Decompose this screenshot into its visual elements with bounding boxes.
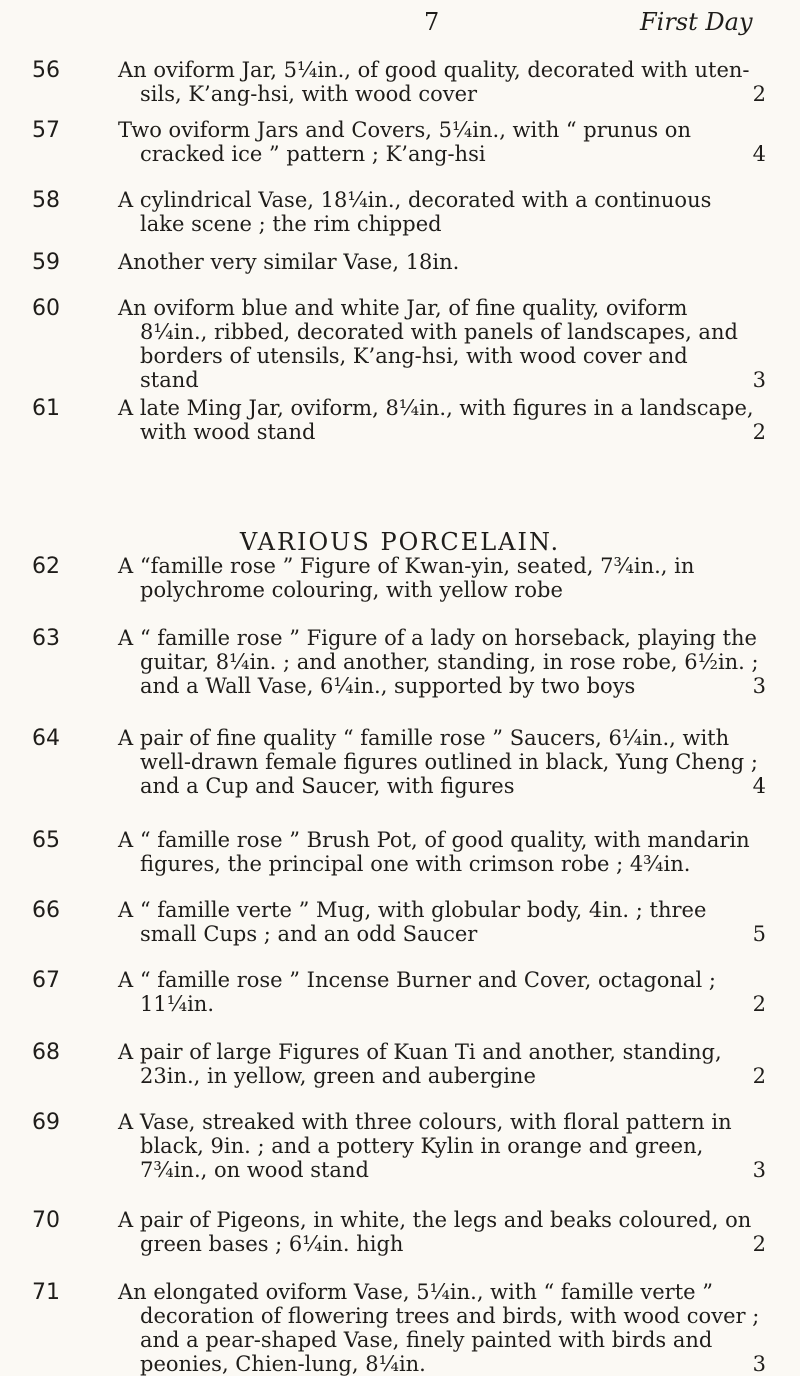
lot-number: 64 (32, 726, 60, 751)
lot-description (118, 726, 766, 798)
lot-number: 59 (32, 250, 60, 275)
section-heading: VARIOUS PORCELAIN. (239, 528, 561, 556)
lot-description-line: A “ famille rose ” Figure of a lady on horseback, playing the (118, 626, 757, 650)
lot-description-line: green bases ; 6¼in. high (140, 1232, 404, 1256)
lot-description-line: figures, the principal one with crimson robe ; 4¾in. (140, 852, 691, 876)
lot-description (118, 554, 766, 602)
lot-number: 67 (32, 968, 60, 993)
lot-description (118, 296, 766, 392)
lot-description-line: decoration of flowering trees and birds, with wood cover ; (140, 1304, 760, 1328)
lot-quantity: 2 (752, 1064, 766, 1088)
lot-description-line: guitar, 8¼in. ; and another, standing, in rose robe, 6½in. ; (140, 650, 759, 674)
lot-number: 56 (32, 58, 60, 83)
lot-quantity: 2 (752, 420, 766, 444)
lot-description-line: A late Ming Jar, oviform, 8¼in., with figures in a landscape, (118, 396, 754, 420)
lot-number: 66 (32, 898, 60, 923)
lot-description-line: A Vase, streaked with three colours, with floral pattern in (118, 1110, 732, 1134)
lot-number: 69 (32, 1110, 60, 1135)
lot-description-line: 7¾in., on wood stand (140, 1158, 369, 1182)
lot-description (118, 898, 766, 946)
lot-description-line: small Cups ; and an odd Saucer (140, 922, 478, 946)
lot-number: 60 (32, 296, 60, 321)
running-title: First Day (640, 8, 753, 36)
lot-description-line: black, 9in. ; and a pottery Kylin in orange and green, (140, 1134, 704, 1158)
lot-description (118, 58, 766, 106)
lot-number: 68 (32, 1040, 60, 1065)
lot-description-line: borders of utensils, K’ang-hsi, with wood cover and (140, 344, 688, 368)
lot-number: 63 (32, 626, 60, 651)
lot-description-line: sils, K’ang-hsi, with wood cover (140, 82, 478, 106)
lot-description-line: A cylindrical Vase, 18¼in., decorated with a continuous (118, 188, 712, 212)
lot-description-line: peonies, Chien-lung, 8¼in. (140, 1352, 426, 1376)
lot-description-line: An oviform Jar, 5¼in., of good quality, decorated with uten- (118, 58, 750, 82)
page-header (0, 8, 800, 38)
lot-description-line: 23in., in yellow, green and aubergine (140, 1064, 536, 1088)
lot-number: 65 (32, 828, 60, 853)
lot-description-line: and a pear-shaped Vase, finely painted with birds and (140, 1328, 713, 1352)
lot-number: 70 (32, 1208, 60, 1233)
lot-description-line: An oviform blue and white Jar, of fine quality, oviform (118, 296, 688, 320)
lot-quantity: 3 (752, 368, 766, 392)
lot-description (118, 1040, 766, 1088)
lot-description (118, 626, 766, 698)
lot-number: 71 (32, 1280, 60, 1305)
lot-description (118, 118, 766, 166)
lot-description (118, 828, 766, 876)
lot-quantity: 3 (752, 1158, 766, 1182)
lot-quantity: 2 (752, 82, 766, 106)
lot-description-line: 11¼in. (140, 992, 214, 1016)
lot-description-line: Another very similar Vase, 18in. (118, 250, 460, 274)
lot-quantity: 3 (752, 674, 766, 698)
lot-quantity: 2 (752, 992, 766, 1016)
lot-description-line: lake scene ; the rim chipped (140, 212, 442, 236)
lot-description (118, 250, 766, 274)
lot-number: 62 (32, 554, 60, 579)
lot-description-line: stand (140, 368, 199, 392)
lot-description-line: with wood stand (140, 420, 316, 444)
lot-description (118, 1110, 766, 1182)
lot-description-line: and a Cup and Saucer, with figures (140, 774, 515, 798)
lot-description-line: Two oviform Jars and Covers, 5¼in., with “ prunus on (118, 118, 691, 142)
lot-description-line: and a Wall Vase, 6¼in., supported by two boys (140, 674, 636, 698)
lot-quantity: 3 (752, 1352, 766, 1376)
lot-description-line: A “ famille verte ” Mug, with globular body, 4in. ; three (118, 898, 707, 922)
lot-quantity: 4 (752, 142, 766, 166)
lot-description (118, 188, 766, 236)
lot-description-line: A pair of large Figures of Kuan Ti and another, standing, (118, 1040, 722, 1064)
lot-number: 61 (32, 396, 60, 421)
lot-description (118, 968, 766, 1016)
lot-description-line: A “ famille rose ” Brush Pot, of good quality, with mandarin (118, 828, 750, 852)
lot-description-line: A “ famille rose ” Incense Burner and Cover, octagonal ; (118, 968, 716, 992)
lot-description (118, 1208, 766, 1256)
lot-description-line: An elongated oviform Vase, 5¼in., with “ famille verte ” (118, 1280, 713, 1304)
lot-description-line: A pair of Pigeons, in white, the legs and beaks coloured, on (118, 1208, 752, 1232)
lot-description-line: 8¼in., ribbed, decorated with panels of landscapes, and (140, 320, 738, 344)
lot-number: 57 (32, 118, 60, 143)
lot-description-line: polychrome colouring, with yellow robe (140, 578, 563, 602)
lot-quantity: 4 (752, 774, 766, 798)
lot-description-line: A pair of fine quality “ famille rose ” Saucers, 6¼in., with (118, 726, 730, 750)
lot-description (118, 1280, 766, 1376)
lot-description-line: cracked ice ” pattern ; K’ang-hsi (140, 142, 486, 166)
lot-description-line: A “famille rose ” Figure of Kwan-yin, seated, 7¾in., in (118, 554, 695, 578)
lot-quantity: 2 (752, 1232, 766, 1256)
lot-quantity: 5 (752, 922, 766, 946)
lot-number: 58 (32, 188, 60, 213)
lot-description-line: well-drawn female figures outlined in black, Yung Cheng ; (140, 750, 758, 774)
page-number: 7 (424, 8, 440, 36)
lot-description (118, 396, 766, 444)
